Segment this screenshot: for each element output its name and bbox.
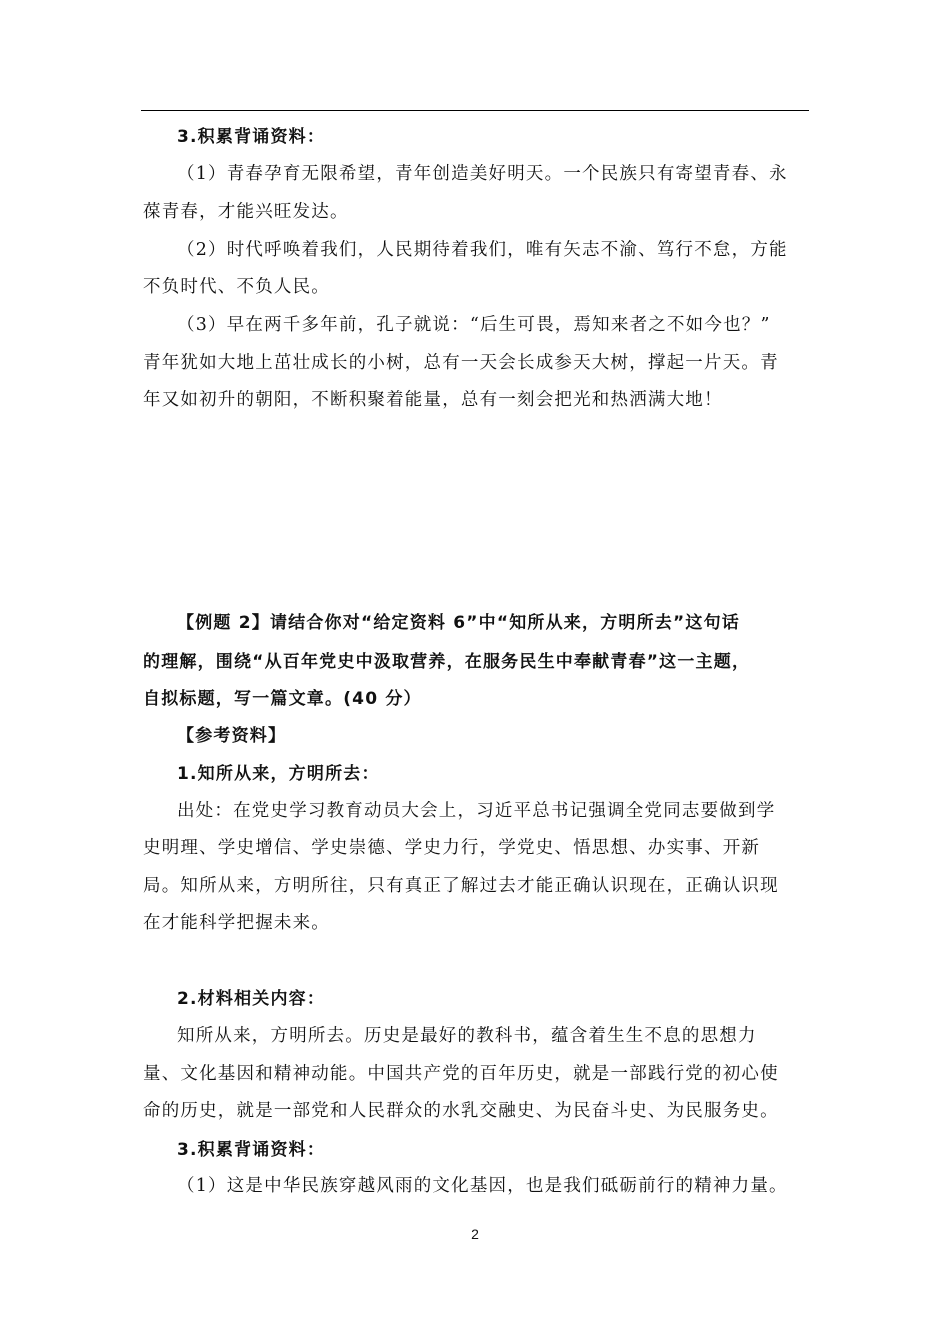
paragraph-line: 知所从来，方明所去。历史是最好的教科书，蕴含着生生不息的思想力 [177, 1026, 757, 1046]
paragraph-line: 不负时代、不负人民。 [143, 277, 330, 297]
section-heading: 2.材料相关内容： [177, 989, 326, 1009]
question-line: 【例题 2】请结合你对“给定资料 6”中“知所从来，方明所去”这句话 [177, 613, 740, 633]
question-line: 自拟标题，写一篇文章。(40 分） [143, 689, 422, 709]
paragraph-line: 史明理、学史增信、学史崇德、学史力行，学党史、悟思想、办实事、开新 [143, 838, 761, 858]
paragraph-line: 青年犹如大地上茁壮成长的小树，总有一天会长成参天大树，撑起一片天。青 [143, 353, 779, 373]
paragraph-line: 命的历史，就是一部党和人民群众的水乳交融史、为民奋斗史、为民服务史。 [143, 1101, 779, 1121]
paragraph-line: 局。知所从来，方明所往，只有真正了解过去才能正确认识现在，正确认识现 [143, 876, 779, 896]
header-rule [141, 110, 809, 111]
section-heading: 3.积累背诵资料： [177, 1140, 326, 1160]
paragraph-line: （1）青春孕育无限希望，青年创造美好明天。一个民族只有寄望青春、永 [177, 164, 788, 184]
paragraph-line: （3）早在两千多年前，孔子就说：“后生可畏，焉知来者之不如今也？” [177, 315, 771, 335]
question-line: 的理解，围绕“从百年党史中汲取营养，在服务民生中奉献青春”这一主题， [143, 652, 751, 672]
paragraph-line: 量、文化基因和精神动能。中国共产党的百年历史，就是一部践行党的初心使 [143, 1064, 779, 1084]
paragraph-line: 年又如初升的朝阳，不断积聚着能量，总有一刻会把光和热洒满大地！ [143, 390, 723, 410]
paragraph-line: （1）这是中华民族穿越风雨的文化基因，也是我们砥砺前行的精神力量。 [177, 1176, 788, 1196]
paragraph-line: （2）时代呼唤着我们，人民期待着我们，唯有矢志不渝、笃行不怠，方能 [177, 240, 788, 260]
page-number: 2 [471, 1226, 479, 1242]
paragraph-line: 在才能科学把握未来。 [143, 913, 330, 933]
section-heading: 1.知所从来，方明所去： [177, 764, 380, 784]
paragraph-line: 出处：在党史学习教育动员大会上，习近平总书记强调全党同志要做到学 [177, 801, 776, 821]
section-heading: 3.积累背诵资料： [177, 127, 326, 147]
reference-heading: 【参考资料】 [177, 726, 287, 746]
paragraph-line: 葆青春，才能兴旺发达。 [143, 202, 349, 222]
